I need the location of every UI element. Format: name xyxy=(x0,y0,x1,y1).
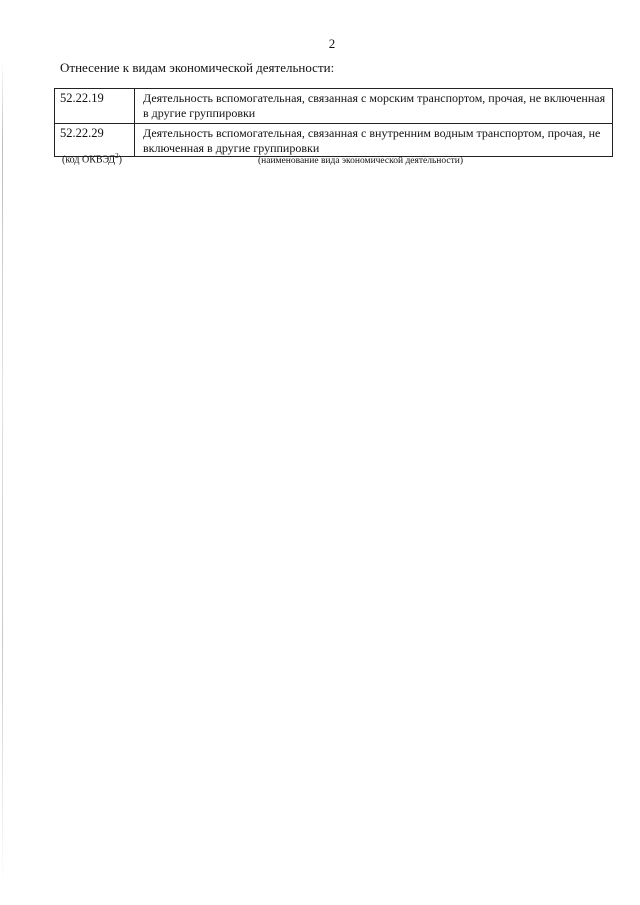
scan-edge-line xyxy=(2,60,3,890)
okved-code-cell: 52.22.29 xyxy=(55,124,135,157)
table-row xyxy=(55,124,613,157)
table-row xyxy=(55,89,613,124)
okved-code-cell: 52.22.19 xyxy=(55,89,135,124)
activity-name-caption: (наименование вида экономической деятельности) xyxy=(258,156,463,166)
footnote-marker: 2 xyxy=(115,152,119,160)
okved-code-caption xyxy=(62,152,122,165)
activity-name-cell: Деятельность вспомогательная, связанная с внутренним водным транспортом, прочая, не включенная в другие группировки xyxy=(135,124,613,157)
activity-name-cell: Деятельность вспомогательная, связанная с морским транспортом, прочая, не включенная в другие группировки xyxy=(135,89,613,124)
okved-code-caption-text: (код ОКВЭД xyxy=(62,154,116,166)
section-heading: Отнесение к видам экономической деятельности: xyxy=(60,60,335,75)
page-number: 2 xyxy=(328,36,336,51)
okved-code-caption-close: ) xyxy=(118,154,122,166)
okved-table xyxy=(54,88,613,157)
